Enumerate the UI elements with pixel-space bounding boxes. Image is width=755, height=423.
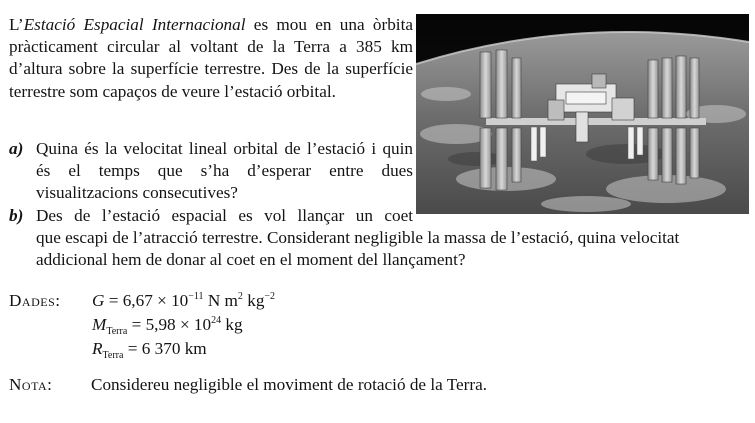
r-value: = 6 370 km	[123, 339, 207, 358]
question-b-text	[36, 205, 749, 272]
intro-text-rest: es mou en una òrbita pràcticament circular al voltant de la Terra a 385 km d’altura sobre la superfície terrestre. Des de la superfície terrestre som capaços de veure l’estació orbital.	[9, 15, 413, 101]
g-value: = 6,67 × 10	[104, 291, 189, 310]
question-b-text-line1: Des de l’estació espacial es vol llançar un coet	[36, 206, 413, 225]
data-label: Dades:	[9, 291, 61, 310]
question-b	[9, 205, 749, 272]
g-unit-2: kg	[242, 291, 265, 310]
problem-intro	[9, 14, 413, 103]
gravitational-constant	[92, 289, 275, 313]
note	[9, 374, 487, 396]
intro-text-start: L’	[9, 15, 24, 34]
question-a	[9, 138, 413, 205]
data-values	[92, 289, 275, 361]
g-unit-exponent-2: −2	[264, 291, 276, 302]
question-b-text-rest: que escapi de l’atracció terrestre. Considerant negligible la massa de l’estació, quina velocitat addicional hem de donar al coet en el moment del llançament?	[36, 228, 680, 270]
m-symbol: M	[92, 315, 107, 334]
earth-radius	[92, 337, 275, 361]
question-a-text: Quina és la velocitat lineal orbital de l’estació i quin és el temps que s’ha d’esperar entre dues visualitzacions consecutives?	[36, 139, 413, 203]
m-exponent: 24	[211, 315, 222, 326]
question-a-label: a)	[9, 139, 24, 158]
m-value: = 5,98 × 10	[127, 315, 212, 334]
note-label: Nota:	[9, 375, 53, 394]
r-subscript: Terra	[102, 350, 124, 361]
earth-mass	[92, 313, 275, 337]
m-unit: kg	[221, 315, 243, 334]
g-symbol: G	[92, 291, 105, 310]
station-name: Estació Espacial Internacional	[23, 15, 246, 34]
note-text: Considereu negligible el moviment de rotació de la Terra.	[91, 375, 488, 394]
g-unit: N m	[203, 291, 238, 310]
g-exponent: −11	[188, 291, 204, 302]
g-unit-exponent-1: 2	[237, 291, 243, 302]
m-subscript: Terra	[106, 326, 128, 337]
space-station-photo	[416, 14, 749, 214]
question-b-label: b)	[9, 206, 24, 225]
r-symbol: R	[92, 339, 103, 358]
